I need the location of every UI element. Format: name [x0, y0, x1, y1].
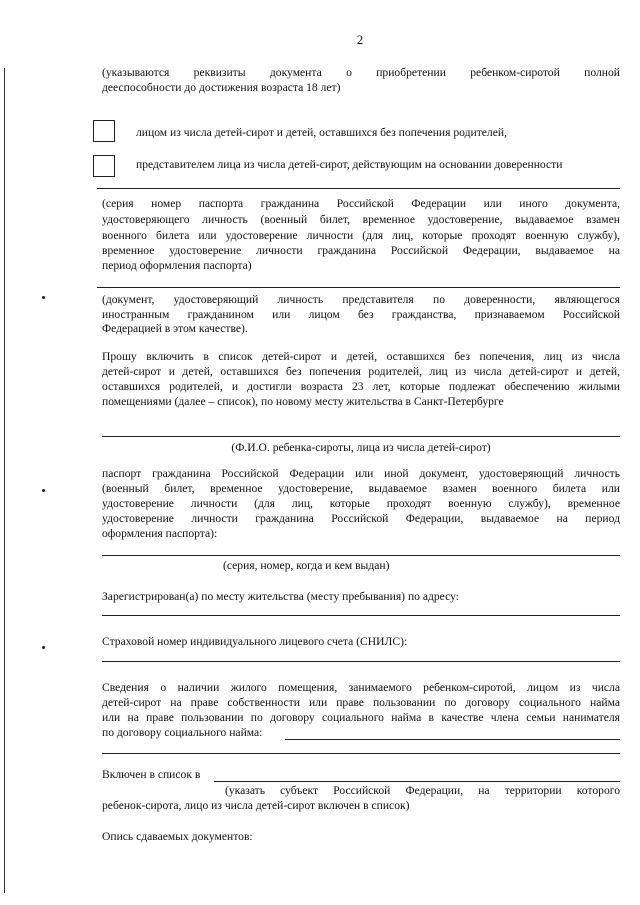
- housing-field[interactable]: [285, 739, 620, 740]
- passport-note-line-3: военного билета или удостоверение личности (для лиц, которые проходят военную службу),: [102, 229, 620, 242]
- option-label-orphan: лицом из числа детей-сирот и детей, оставшихся без попечения родителей,: [136, 126, 507, 139]
- housing-line-4: по договору социального найма:: [102, 726, 263, 739]
- passport-block-line-3: удостоверение личности (для лиц, которые проходят военную службу), временное: [102, 497, 620, 510]
- housing-field-extra[interactable]: [102, 753, 620, 754]
- subject-note-line-2: ребенок-сирота, лицо из числа детей-сирот включен в список): [102, 799, 410, 812]
- option-label-proxy: представителем лица из числа детей-сирот, действующим на основании доверенности: [136, 158, 563, 171]
- address-field[interactable]: [102, 615, 620, 616]
- representative-note-line-1: (документ, удостоверяющий личность представителя по доверенности, являющегося: [102, 293, 620, 306]
- intro-line-2: дееспособности до достижения возраста 18 лет): [102, 81, 341, 94]
- fio-field[interactable]: [102, 436, 620, 437]
- registered-label: Зарегистрирован(а) по месту жительства (месту пребывания) по адресу:: [102, 590, 459, 603]
- housing-line-1: Сведения о наличии жилого помещения, занимаемого ребенком-сиротой, лицом из числа: [102, 681, 620, 694]
- representative-note-line-3: Федерацией в этом качестве).: [102, 322, 248, 335]
- request-line-3: оставшихся родителей, и достигли возраста 23 лет, которые подлежат обеспечению жилыми: [102, 380, 620, 393]
- passport-note-line-5: период оформления паспорта): [102, 259, 252, 272]
- passport-block-line-2: (военный билет, временное удостоверение, выдаваемое взамен военного билета или: [102, 482, 620, 495]
- housing-line-2: детей-сирот на праве собственности или праве пользовании по договору социального найма: [102, 696, 620, 709]
- left-margin-line: [4, 68, 5, 893]
- passport-note-line-1: (серия номер паспорта гражданина Российской Федерации или иного документа,: [102, 197, 620, 210]
- representative-document-field[interactable]: [97, 287, 620, 288]
- request-line-4: помещениями (далее – список), по новому месту жительства в Санкт-Петербурге: [102, 395, 504, 408]
- fio-caption: (Ф.И.О. ребенка-сироты, лица из числа детей-сирот): [231, 441, 491, 454]
- representative-note-line-2: иностранным гражданином или лицом без гражданства, признаваемом Российской: [102, 308, 620, 321]
- margin-dot: [42, 646, 45, 649]
- passport-note-line-2: удостоверяющего личность (военный билет, временное удостоверение, выдаваемое взамен: [102, 213, 620, 226]
- passport-details-field[interactable]: [102, 555, 620, 556]
- snils-field[interactable]: [102, 661, 620, 662]
- housing-line-3: или на праве пользовании по договору социального найма в качестве члена семьи нанимателя: [102, 711, 620, 724]
- representative-proxy-checkbox[interactable]: [93, 155, 115, 177]
- margin-dot: [42, 296, 45, 299]
- snils-label: Страховой номер индивидуального лицевого счета (СНИЛС):: [102, 635, 408, 648]
- included-subject-field[interactable]: [214, 781, 620, 782]
- passport-block-line-5: оформления паспорта):: [102, 527, 218, 540]
- inventory-label: Опись сдаваемых документов:: [102, 830, 253, 843]
- page-number: 2: [356, 32, 364, 47]
- request-line-1: Прошу включить в список детей-сирот и детей, оставшихся без попечения, лиц из числа: [102, 350, 620, 363]
- included-label: Включен в список в: [102, 768, 201, 781]
- intro-line-1: (указываются реквизиты документа о приобретении ребенком-сиротой полной: [102, 66, 620, 79]
- representative-self-checkbox[interactable]: [93, 120, 115, 142]
- subject-note-line-1: (указать субъект Российской Федерации, на территории которого: [225, 784, 620, 797]
- request-line-2: детей-сирот и детей, оставшихся без попечения родителей, лиц из числа детей-сирот и детей,: [102, 365, 620, 378]
- margin-dot: [42, 489, 45, 492]
- passport-series-field[interactable]: [97, 188, 620, 189]
- passport-caption: (серия, номер, когда и кем выдан): [223, 559, 390, 572]
- passport-block-line-1: паспорт гражданина Российской Федерации или иной документ, удостоверяющий личность: [102, 467, 620, 480]
- passport-note-line-4: временное удостоверение личности гражданина Российской Федерации, выдаваемое на: [102, 244, 620, 257]
- passport-block-line-4: удостоверение личности гражданина Российской Федерации, выдаваемое на период: [102, 512, 620, 525]
